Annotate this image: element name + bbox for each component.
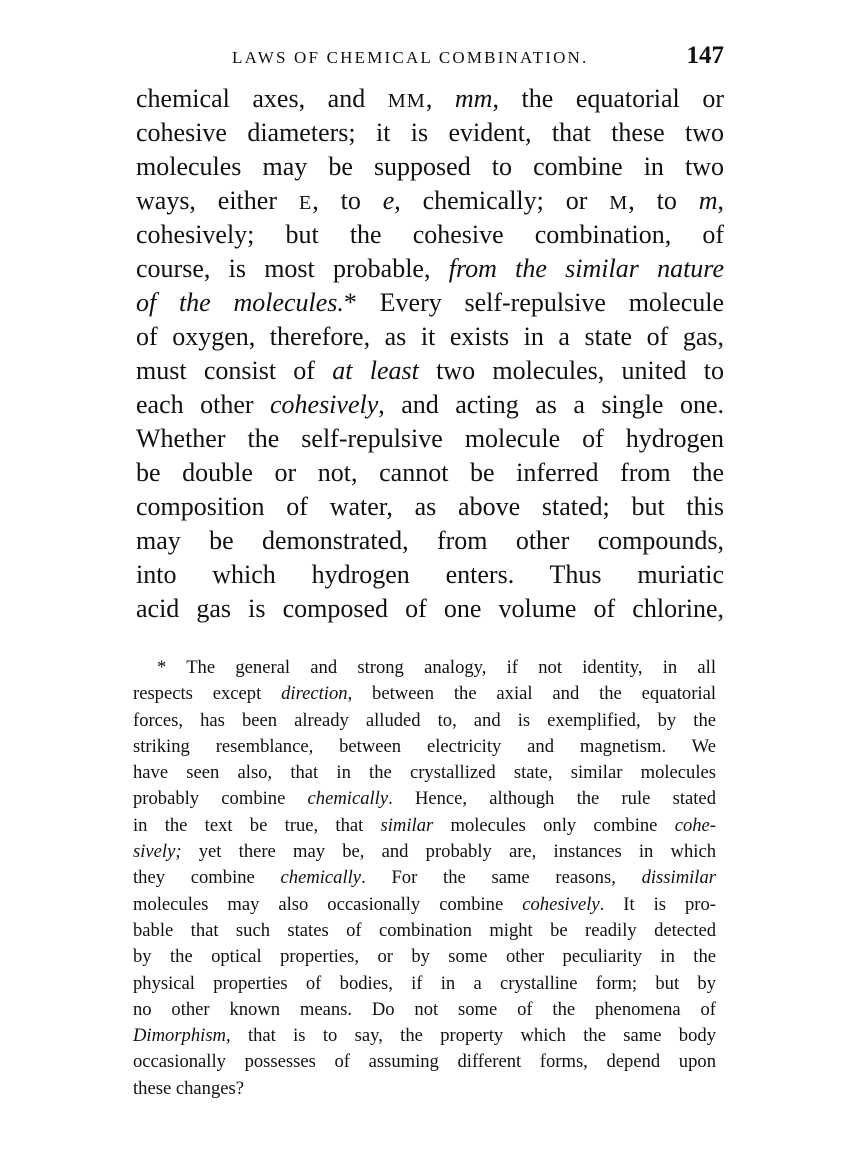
page-number: 147 [686,42,724,69]
footnote-line: probably combine chemically. Hence, although the rule stated [133,788,716,810]
footnote-line: by the optical properties, or by some other peculiarity in the [133,946,716,968]
footnote-line: respects except direction, between the axial and the equatorial [133,683,716,705]
text-line: be double or not, cannot be inferred from the [136,458,724,487]
text-line: must consist of at least two molecules, united to [136,356,724,385]
text-line: molecules may be supposed to combine in two [136,152,724,181]
page-header [136,42,724,74]
text-line: may be demonstrated, from other compounds, [136,526,724,555]
footnote-line: molecules may also occasionally combine cohesively. It is pro- [133,893,716,915]
text-line: cohesively; but the cohesive combination, of [136,220,724,249]
footnote-line: * The general and strong analogy, if not identity, in all [157,657,716,678]
text-line: of the molecules.* Every self-repulsive molecule [136,288,724,317]
footnote [133,655,716,1102]
footnote-line: sively; yet there may be, and probably are, instances in which [133,841,716,863]
text-line: of oxygen, therefore, as it exists in a state of gas, [136,322,724,351]
footnote-line: striking resemblance, between electricity and magnetism. We [133,735,716,757]
footnote-line: forces, has been already alluded to, and is exemplified, by the [133,709,716,731]
text-line: course, is most probable, from the similar nature [136,254,724,283]
text-line: chemical axes, and MM, mm, the equatorial or [136,84,724,113]
running-title: LAWS OF CHEMICAL COMBINATION. [232,48,589,67]
text-line: ways, either E, to e, chemically; or M, to m, [136,186,725,215]
text-line: cohesive diameters; it is evident, that these two [136,118,724,147]
text-line: Whether the self-repulsive molecule of hydrogen [136,424,724,453]
main-text [136,82,724,626]
footnote-line: these changes? [133,1077,244,1099]
footnote-line: Dimorphism, that is to say, the property which the same body [133,1025,716,1047]
footnote-line: they combine chemically. For the same reasons, dissimilar [133,867,716,889]
footnote-line: have seen also, that in the crystallized state, similar molecules [133,762,716,784]
text-line: each other cohesively, and acting as a single one. [136,390,724,419]
footnote-line: bable that such states of combination might be readily detected [133,919,716,941]
text-line: acid gas is composed of one volume of chlorine, [136,594,724,623]
text-line: into which hydrogen enters. Thus muriatic [136,560,724,589]
footnote-line: in the text be true, that similar molecules only combine cohe- [133,814,716,836]
footnote-line: no other known means. Do not some of the phenomena of [133,998,716,1020]
text-line: composition of water, as above stated; but this [136,492,724,521]
footnote-line: occasionally possesses of assuming different forms, depend upon [133,1051,716,1073]
footnote-line: physical properties of bodies, if in a crystalline form; but by [133,972,716,994]
